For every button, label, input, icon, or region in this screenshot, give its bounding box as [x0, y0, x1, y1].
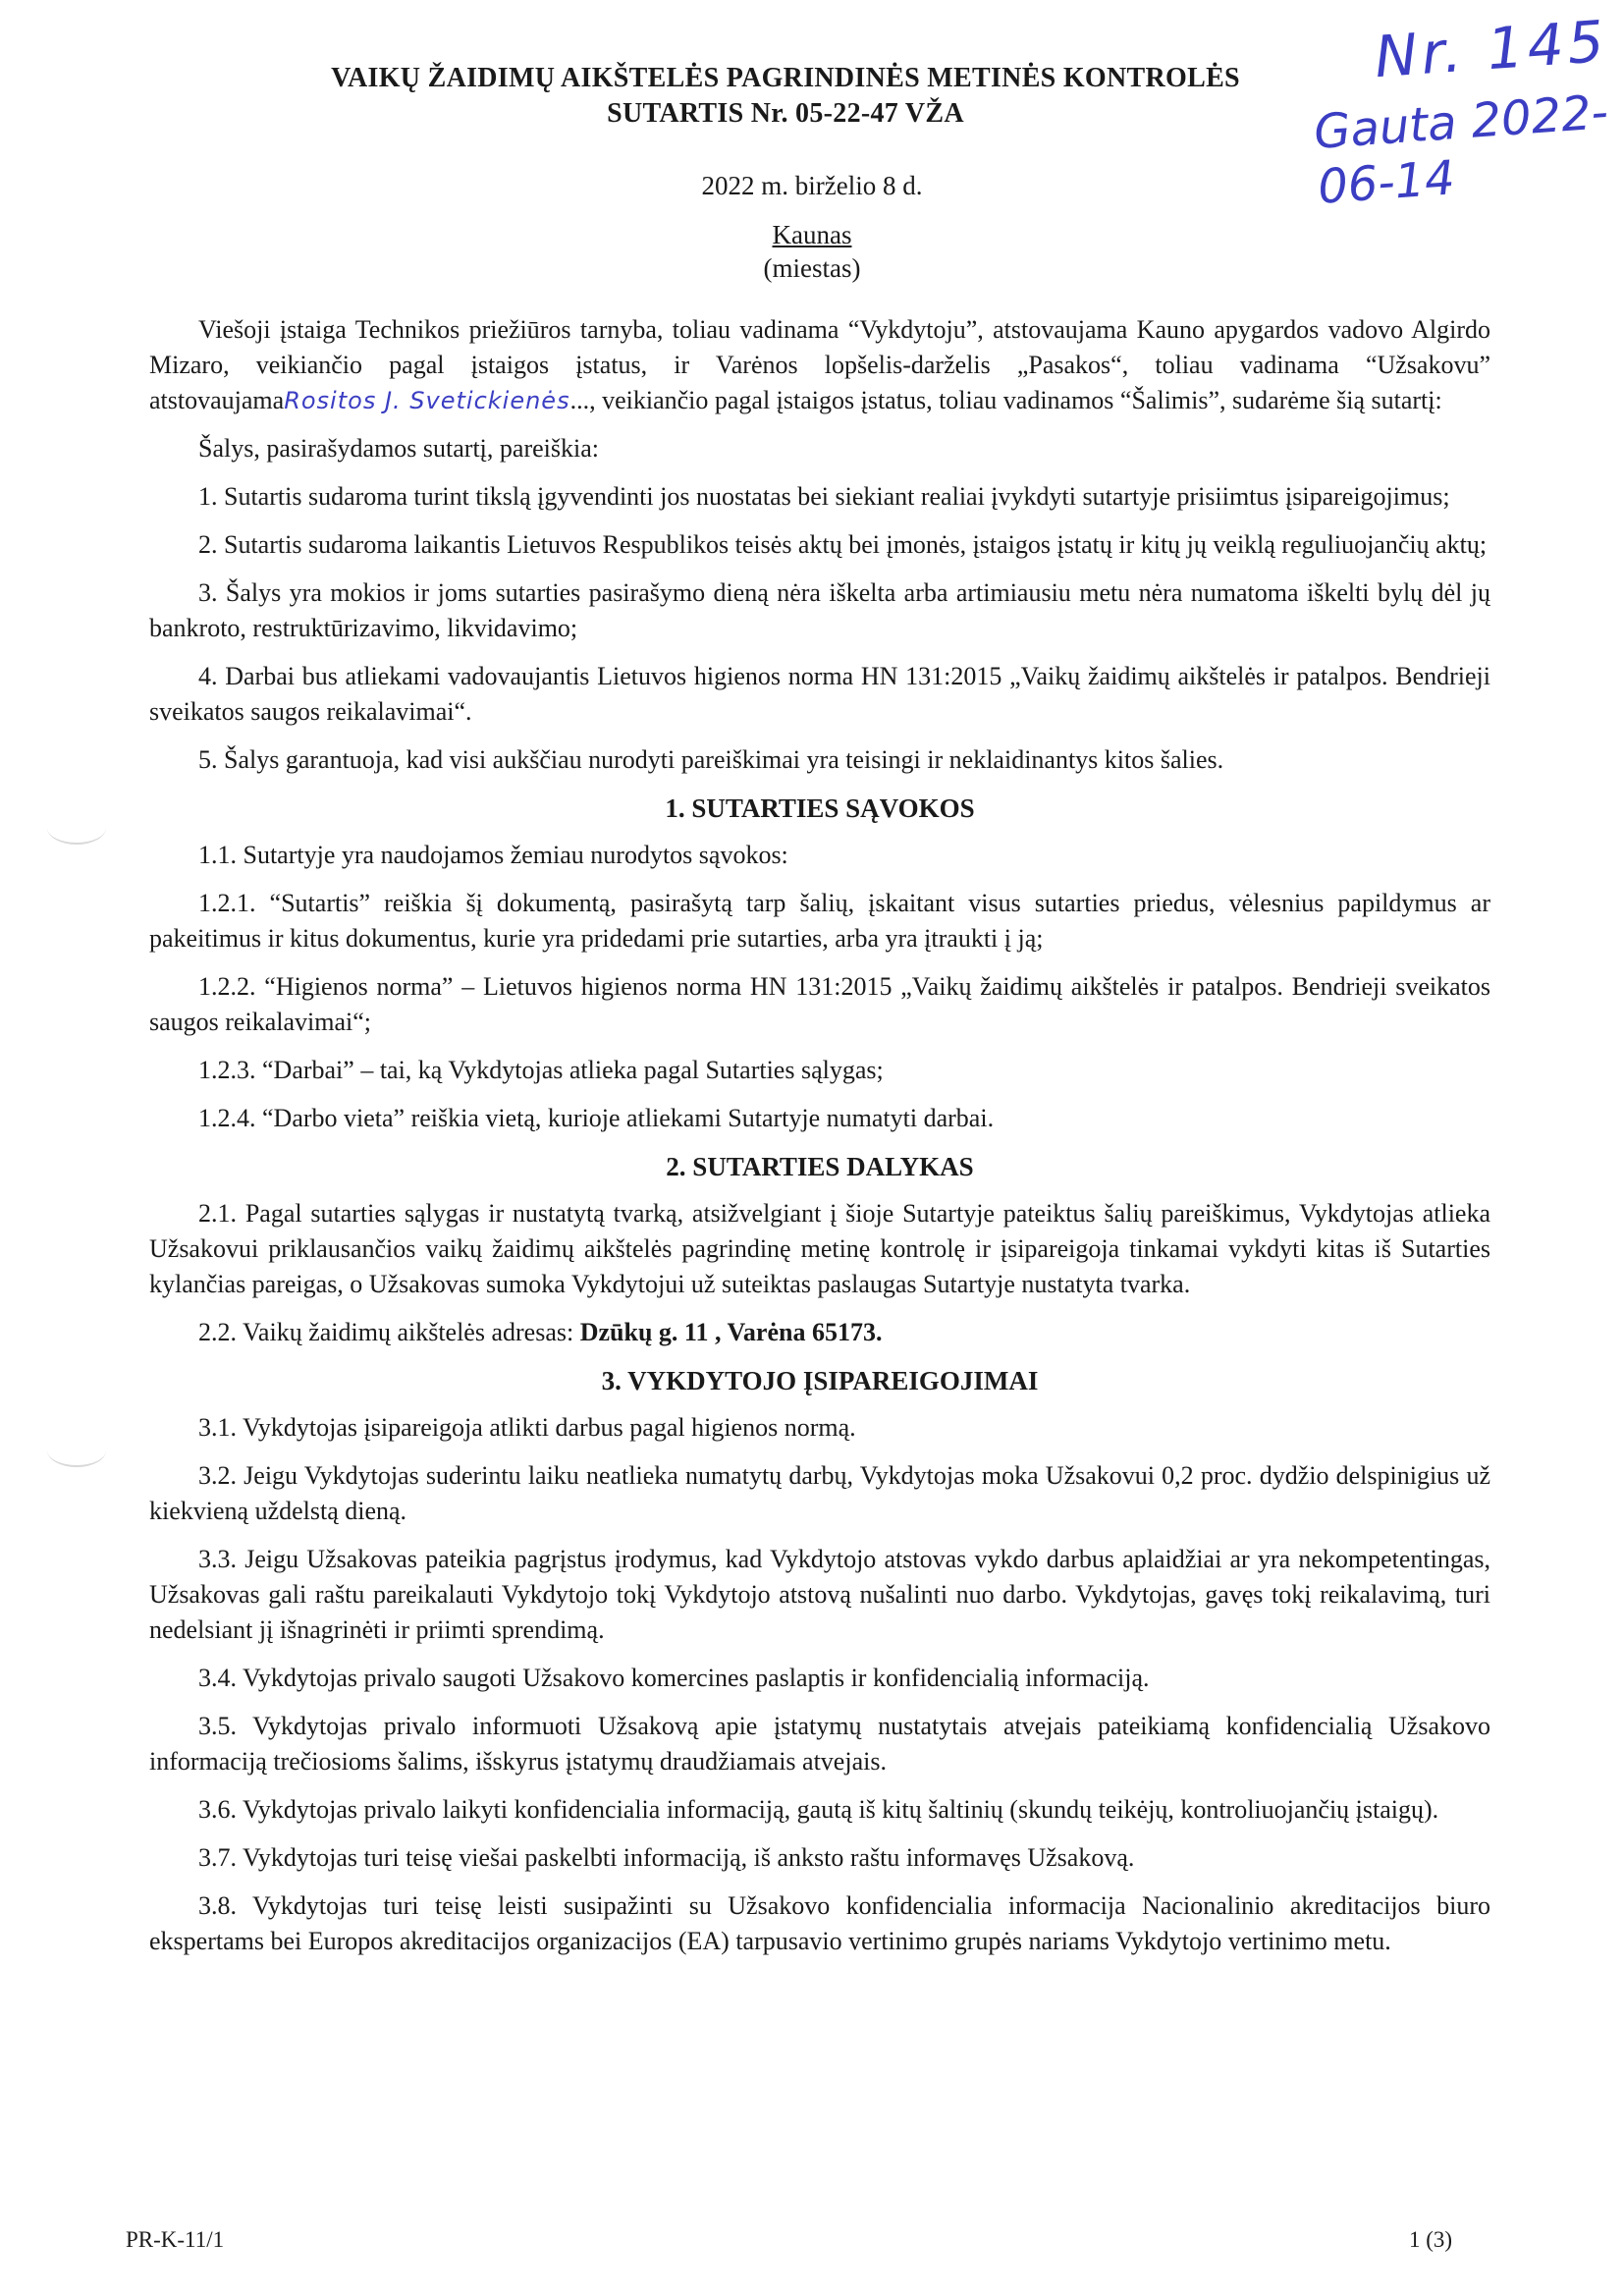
handwritten-registration-number: Nr. 145: [1372, 7, 1610, 91]
section-1-item: 1.2.4. “Darbo vieta” reiškia vietą, kurioje atliekami Sutartyje numatyti darbai.: [198, 1104, 995, 1132]
city-caption: (miestas): [763, 253, 861, 283]
section-3-item: 3.7. Vykdytojas turi teisę viešai paskelbti informaciją, iš anksto raštu informavęs Užsakovą.: [198, 1843, 1135, 1872]
section-3-item: 3.5. Vykdytojas privalo informuoti Užsakovą apie įstatymų nustatytais atvejais pateikiamą konfidencialią Užsakovo informaciją trečiosioms šalims, išskyrus įstatymų draudžiamais atvejais.: [149, 1712, 1490, 1776]
section-3-item: 3.6. Vykdytojas privalo laikyti konfidencialia informaciją, gautą iš kitų šaltinių (skundų teikėjų, kontroliuojančių įstaigų).: [198, 1795, 1439, 1824]
declaration-item: 2. Sutartis sudaroma laikantis Lietuvos Respublikos teisės aktų bei įmonės, įstaigos įstatų ir kitų jų veiklą reguliuojančių aktų;: [198, 530, 1488, 559]
contract-date: 2022 m. birželio 8 d.: [701, 171, 923, 200]
section-2-address-item: [149, 1315, 1490, 1350]
document-title: [245, 61, 1326, 132]
contract-place: [0, 218, 1624, 285]
section-3-item: 3.2. Jeigu Vykdytojas suderintu laiku neatlieka numatytų darbų, Vykdytojas moka Užsakovui 0,2 proc. dydžio delspinigius už kiekvieną uždelstą dieną.: [149, 1461, 1490, 1525]
document-code: PR-K-11/1: [126, 2227, 225, 2252]
title-line-2: SUTARTIS Nr. 05-22-47 VŽA: [607, 98, 964, 129]
section-1-heading: 1. SUTARTIES SĄVOKOS: [665, 793, 975, 823]
page-number: 1 (3): [1409, 2227, 1453, 2252]
handwritten-representative-name: Rositos J. Svetickienės: [284, 387, 570, 414]
punch-hole-mark: [47, 1434, 106, 1467]
section-3-item: 3.8. Vykdytojas turi teisę leisti susipažinti su Užsakovo konfidencialia informacija Nacionalinio akreditacijos biuro ekspertams bei Europos akreditacijos organizacijos (EA) tarpusavio vertinimo grupės nariams Vykdytojo vertinimo metu.: [149, 1891, 1490, 1955]
title-line-1: VAIKŲ ŽAIDIMŲ AIKŠTELĖS PAGRINDINĖS METINĖS KONTROLĖS: [331, 63, 1240, 93]
section-3-item: 3.1. Vykdytojas įsipareigoja atlikti darbus pagal higienos normą.: [198, 1413, 856, 1442]
section-3-item: 3.4. Vykdytojas privalo saugoti Užsakovo komercines paslaptis ir konfidencialią informaciją.: [198, 1664, 1150, 1692]
section-3-heading: 3. VYKDYTOJO ĮSIPAREIGOJIMAI: [601, 1366, 1039, 1395]
intro-text-part1: Viešoji įstaiga Technikos priežiūros tarnyba, toliau vadinama “Vykdytoju”, atstovaujama Kauno apygardos vadovo Algirdo Mizaro, veikiančio pagal įstaigos įstatus, ir Varėnos lopšelis-darželis „Pasakos“, toliau vadinama “Užsakovu” atstovaujama: [149, 315, 1490, 414]
declaration-item: 4. Darbai bus atliekami vadovaujantis Lietuvos higienos norma HN 131:2015 „Vaikų žaidimų aikštelės ir patalpos. Bendrieji sveikatos saugos reikalavimai“.: [149, 662, 1490, 726]
declarations-lead: Šalys, pasirašydamos sutartį, pareiškia:: [198, 434, 599, 463]
document-body: [149, 312, 1490, 1972]
section-1-item: 1.2.2. “Higienos norma” – Lietuvos higienos norma HN 131:2015 „Vaikų žaidimų aikštelės ir patalpos. Bendrieji sveikatos saugos reikalavimai“;: [149, 972, 1490, 1036]
section-1-item: 1.1. Sutartyje yra naudojamos žemiau nurodytos sąvokos:: [198, 841, 788, 869]
section-2-item: 2.1. Pagal sutarties sąlygas ir nustatytą tvarką, atsižvelgiant į šioje Sutartyje pateiktus šalių pareiškimus, Vykdytojas atlieka Užsakovui priklausančios vaikų žaidimų aikštelės pagrindinę metinę kontrolę ir įsipareigoja tinkamai vykdyti kitas iš Sutarties kylančias pareigas, o Užsakovas sumoka Vykdytojui už suteiktas paslaugas Sutartyje nustatyta tvarka.: [149, 1199, 1490, 1298]
declaration-item: 3. Šalys yra mokios ir joms sutarties pasirašymo dieną nėra iškelta arba artimiausiu metu nėra numatoma iškelti bylų dėl jų bankroto, restruktūrizavimo, likvidavimo;: [149, 578, 1490, 642]
section-3-item: 3.3. Jeigu Užsakovas pateikia pagrįstus įrodymus, kad Vykdytojo atstovas vykdo darbus aplaidžiai ar yra nekompetentingas, Užsakovas gali raštu pareikalauti Vykdytojo tokį Vykdytojo atstovą nušalinti nuo darbo. Vykdytojas, gavęs tokį reikalavimą, turi nedelsiant jį išnagrinėti ir priimti sprendimą.: [149, 1545, 1490, 1644]
intro-text-part2: ..., veikiančio pagal įstaigos įstatus, toliau vadinamos “Šalimis”, sudarėme šią sutartį:: [569, 386, 1442, 414]
address-label: 2.2. Vaikų žaidimų aikštelės adresas:: [198, 1318, 574, 1346]
declaration-item: 1. Sutartis sudaroma turint tikslą įgyvendinti jos nuostatas bei siekiant realiai įvykdyti sutartyje prisiimtus įsipareigojimus;: [198, 482, 1450, 511]
punch-hole-mark: [47, 811, 106, 845]
section-2-heading: 2. SUTARTIES DALYKAS: [666, 1152, 974, 1181]
playground-address: Dzūkų g. 11 , Varėna 65173.: [579, 1318, 883, 1346]
handwritten-received-date: Gauta 2022-06-14: [1312, 84, 1610, 215]
city-name: Kaunas: [772, 220, 852, 249]
declaration-item: 5. Šalys garantuoja, kad visi aukščiau nurodyti pareiškimai yra teisingi ir neklaidinantys kitos šalies.: [198, 745, 1224, 774]
section-1-item: 1.2.1. “Sutartis” reiškia šį dokumentą, pasirašytą tarp šalių, įskaitant visus sutarties priedus, vėlesnius papildymus ar pakeitimus ir kitus dokumentus, kurie yra pridedami prie sutarties, arba yra įtraukti į ją;: [149, 889, 1490, 953]
section-1-item: 1.2.3. “Darbai” – tai, ką Vykdytojas atlieka pagal Sutarties sąlygas;: [198, 1056, 884, 1084]
intro-paragraph: [149, 312, 1490, 418]
